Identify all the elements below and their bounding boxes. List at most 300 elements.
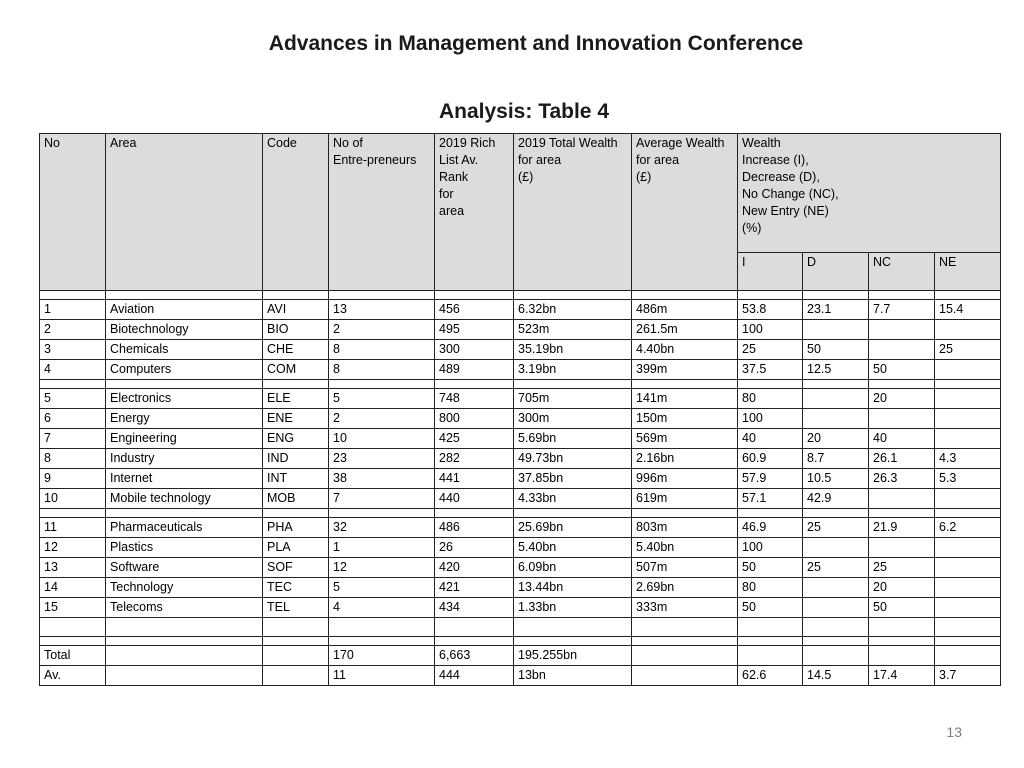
cell-no-change — [869, 409, 935, 429]
cell-avg-wealth — [632, 646, 738, 666]
cell-no-change: 20 — [869, 389, 935, 409]
spacer-cell — [514, 291, 632, 300]
cell-no-change: 17.4 — [869, 666, 935, 686]
cell-no: 10 — [40, 489, 106, 509]
cell-no-change — [869, 320, 935, 340]
table-row — [40, 578, 1001, 598]
cell-code: AVI — [263, 300, 329, 320]
cell-area: Internet — [106, 469, 263, 489]
cell-decrease — [803, 578, 869, 598]
spacer-cell — [738, 291, 803, 300]
cell-area: Aviation — [106, 300, 263, 320]
header-line: area — [439, 204, 465, 218]
cell-entrepreneurs: 8 — [329, 340, 435, 360]
cell-decrease: 10.5 — [803, 469, 869, 489]
cell-rank: 6,663 — [435, 646, 514, 666]
cell-area: Software — [106, 558, 263, 578]
cell-increase: 50 — [738, 598, 803, 618]
header-line: (£) — [518, 170, 534, 184]
header-line: Decrease (D), — [742, 170, 820, 184]
header-area: Area — [106, 134, 263, 291]
cell-total-wealth: 4.33bn — [514, 489, 632, 509]
cell-no: Av. — [40, 666, 106, 686]
cell-entrepreneurs: 8 — [329, 360, 435, 380]
table-row — [40, 618, 1001, 637]
cell-new-entry — [935, 389, 1001, 409]
cell-no-change — [869, 646, 935, 666]
table-row — [40, 538, 1001, 558]
cell-avg-wealth: 333m — [632, 598, 738, 618]
subheader-no-change: NC — [869, 253, 935, 291]
cell-total-wealth: 195.255bn — [514, 646, 632, 666]
cell-area: Technology — [106, 578, 263, 598]
cell-rank: 444 — [435, 666, 514, 686]
cell-new-entry — [935, 578, 1001, 598]
cell-avg-wealth — [632, 666, 738, 686]
cell-rank: 440 — [435, 489, 514, 509]
spacer-cell — [40, 291, 106, 300]
cell-increase: 80 — [738, 389, 803, 409]
spacer-cell — [263, 637, 329, 646]
header-line: Increase (I), — [742, 153, 809, 167]
table-row — [40, 409, 1001, 429]
cell-rank: 486 — [435, 518, 514, 538]
cell-increase: 62.6 — [738, 666, 803, 686]
cell-entrepreneurs: 11 — [329, 666, 435, 686]
cell-total-wealth: 25.69bn — [514, 518, 632, 538]
cell-total-wealth: 13bn — [514, 666, 632, 686]
cell-rank: 421 — [435, 578, 514, 598]
cell-entrepreneurs: 12 — [329, 558, 435, 578]
cell-no: 8 — [40, 449, 106, 469]
cell-decrease: 23.1 — [803, 300, 869, 320]
subheader-decrease: D — [803, 253, 869, 291]
header-line: No of — [333, 136, 363, 150]
header-rank — [435, 134, 514, 291]
cell-no: 9 — [40, 469, 106, 489]
cell-decrease: 25 — [803, 558, 869, 578]
spacer-cell — [435, 637, 514, 646]
cell-avg-wealth: 141m — [632, 389, 738, 409]
cell-total-wealth: 5.69bn — [514, 429, 632, 449]
spacer-cell — [869, 637, 935, 646]
cell-code: MOB — [263, 489, 329, 509]
cell-no-change: 26.3 — [869, 469, 935, 489]
table-row — [40, 558, 1001, 578]
cell-no: 11 — [40, 518, 106, 538]
cell-increase: 100 — [738, 320, 803, 340]
group-spacer — [40, 291, 1001, 300]
spacer-cell — [803, 291, 869, 300]
cell-entrepreneurs: 2 — [329, 320, 435, 340]
cell-code: ELE — [263, 389, 329, 409]
spacer-cell — [514, 509, 632, 518]
subheader-increase: I — [738, 253, 803, 291]
cell-area: Industry — [106, 449, 263, 469]
cell-increase: 57.9 — [738, 469, 803, 489]
cell-total-wealth: 300m — [514, 409, 632, 429]
cell-code — [263, 618, 329, 637]
cell-avg-wealth: 261.5m — [632, 320, 738, 340]
spacer-cell — [514, 380, 632, 389]
spacer-cell — [632, 509, 738, 518]
table-row — [40, 300, 1001, 320]
cell-new-entry: 6.2 — [935, 518, 1001, 538]
cell-code: TEL — [263, 598, 329, 618]
cell-rank: 441 — [435, 469, 514, 489]
cell-no: 5 — [40, 389, 106, 409]
cell-avg-wealth: 2.16bn — [632, 449, 738, 469]
spacer-cell — [435, 380, 514, 389]
cell-no: 13 — [40, 558, 106, 578]
cell-total-wealth: 13.44bn — [514, 578, 632, 598]
cell-increase — [738, 618, 803, 637]
cell-no: 14 — [40, 578, 106, 598]
cell-increase: 80 — [738, 578, 803, 598]
cell-entrepreneurs: 32 — [329, 518, 435, 538]
cell-code: SOF — [263, 558, 329, 578]
cell-new-entry: 5.3 — [935, 469, 1001, 489]
cell-total-wealth: 6.09bn — [514, 558, 632, 578]
cell-avg-wealth: 399m — [632, 360, 738, 380]
cell-avg-wealth: 4.40bn — [632, 340, 738, 360]
cell-new-entry — [935, 320, 1001, 340]
cell-area — [106, 666, 263, 686]
cell-code: BIO — [263, 320, 329, 340]
table-row — [40, 489, 1001, 509]
table-row — [40, 646, 1001, 666]
cell-rank: 800 — [435, 409, 514, 429]
spacer-cell — [106, 380, 263, 389]
cell-new-entry: 25 — [935, 340, 1001, 360]
spacer-cell — [738, 509, 803, 518]
spacer-cell — [106, 637, 263, 646]
spacer-cell — [106, 509, 263, 518]
cell-total-wealth: 6.32bn — [514, 300, 632, 320]
spacer-cell — [435, 509, 514, 518]
cell-entrepreneurs: 10 — [329, 429, 435, 449]
cell-no — [40, 618, 106, 637]
spacer-cell — [329, 637, 435, 646]
header-line: No Change (NC), — [742, 187, 839, 201]
cell-entrepreneurs: 23 — [329, 449, 435, 469]
header-line: 2019 Total Wealth — [518, 136, 618, 150]
cell-new-entry — [935, 598, 1001, 618]
cell-rank: 489 — [435, 360, 514, 380]
cell-increase: 100 — [738, 538, 803, 558]
cell-no: 4 — [40, 360, 106, 380]
cell-area: Engineering — [106, 429, 263, 449]
header-line: for area — [636, 153, 680, 167]
spacer-cell — [935, 380, 1001, 389]
cell-increase: 37.5 — [738, 360, 803, 380]
table-row — [40, 469, 1001, 489]
header-line: Wealth — [742, 136, 781, 150]
table-row — [40, 598, 1001, 618]
cell-total-wealth: 35.19bn — [514, 340, 632, 360]
cell-no-change — [869, 618, 935, 637]
cell-new-entry — [935, 409, 1001, 429]
subheader-new-entry: NE — [935, 253, 1001, 291]
cell-area: Energy — [106, 409, 263, 429]
cell-decrease — [803, 538, 869, 558]
spacer-cell — [632, 380, 738, 389]
cell-total-wealth — [514, 618, 632, 637]
cell-no: 3 — [40, 340, 106, 360]
cell-entrepreneurs: 4 — [329, 598, 435, 618]
spacer-cell — [40, 637, 106, 646]
cell-rank — [435, 618, 514, 637]
group-spacer — [40, 380, 1001, 389]
header-line: Average Wealth — [636, 136, 725, 150]
cell-avg-wealth: 2.69bn — [632, 578, 738, 598]
cell-rank: 495 — [435, 320, 514, 340]
cell-avg-wealth: 996m — [632, 469, 738, 489]
cell-increase: 50 — [738, 558, 803, 578]
header-line: for area — [518, 153, 562, 167]
spacer-cell — [935, 509, 1001, 518]
cell-rank: 300 — [435, 340, 514, 360]
cell-new-entry — [935, 489, 1001, 509]
cell-total-wealth: 1.33bn — [514, 598, 632, 618]
spacer-cell — [803, 509, 869, 518]
spacer-cell — [803, 380, 869, 389]
cell-entrepreneurs: 5 — [329, 578, 435, 598]
spacer-cell — [263, 291, 329, 300]
header-line: for — [439, 187, 454, 201]
cell-increase: 46.9 — [738, 518, 803, 538]
cell-total-wealth: 37.85bn — [514, 469, 632, 489]
spacer-cell — [632, 291, 738, 300]
cell-no: 7 — [40, 429, 106, 449]
cell-code — [263, 646, 329, 666]
cell-avg-wealth: 507m — [632, 558, 738, 578]
header-line: New Entry (NE) — [742, 204, 829, 218]
spacer-cell — [514, 637, 632, 646]
cell-avg-wealth: 619m — [632, 489, 738, 509]
cell-decrease: 25 — [803, 518, 869, 538]
cell-no-change: 21.9 — [869, 518, 935, 538]
cell-no-change — [869, 489, 935, 509]
table-row — [40, 429, 1001, 449]
cell-increase: 53.8 — [738, 300, 803, 320]
table-title: Analysis: Table 4 — [438, 100, 609, 123]
cell-rank: 748 — [435, 389, 514, 409]
cell-rank: 425 — [435, 429, 514, 449]
cell-decrease: 20 — [803, 429, 869, 449]
header-line: (%) — [742, 221, 762, 235]
cell-entrepreneurs — [329, 618, 435, 637]
cell-no: 15 — [40, 598, 106, 618]
cell-increase: 25 — [738, 340, 803, 360]
cell-code: TEC — [263, 578, 329, 598]
cell-no: Total — [40, 646, 106, 666]
table-row — [40, 360, 1001, 380]
table-row — [40, 518, 1001, 538]
header-row — [40, 134, 1001, 253]
header-avg-wealth — [632, 134, 738, 291]
spacer-cell — [263, 380, 329, 389]
cell-decrease: 12.5 — [803, 360, 869, 380]
cell-no-change: 40 — [869, 429, 935, 449]
cell-new-entry — [935, 538, 1001, 558]
spacer-cell — [935, 637, 1001, 646]
spacer-cell — [329, 380, 435, 389]
table-row — [40, 389, 1001, 409]
cell-entrepreneurs: 13 — [329, 300, 435, 320]
header-no: No — [40, 134, 106, 291]
cell-area: Telecoms — [106, 598, 263, 618]
cell-entrepreneurs: 7 — [329, 489, 435, 509]
cell-avg-wealth: 803m — [632, 518, 738, 538]
cell-rank: 26 — [435, 538, 514, 558]
cell-no-change — [869, 538, 935, 558]
cell-total-wealth: 3.19bn — [514, 360, 632, 380]
cell-entrepreneurs: 2 — [329, 409, 435, 429]
cell-code: ENG — [263, 429, 329, 449]
cell-increase: 57.1 — [738, 489, 803, 509]
table-row — [40, 320, 1001, 340]
cell-increase: 40 — [738, 429, 803, 449]
cell-new-entry — [935, 646, 1001, 666]
cell-avg-wealth: 569m — [632, 429, 738, 449]
cell-decrease — [803, 618, 869, 637]
cell-rank: 456 — [435, 300, 514, 320]
cell-total-wealth: 5.40bn — [514, 538, 632, 558]
cell-code: CHE — [263, 340, 329, 360]
spacer-cell — [738, 380, 803, 389]
cell-area: Plastics — [106, 538, 263, 558]
spacer-cell — [40, 509, 106, 518]
header-line: Rank — [439, 170, 469, 184]
cell-increase: 100 — [738, 409, 803, 429]
header-wealth-change — [738, 134, 1001, 253]
cell-code: IND — [263, 449, 329, 469]
cell-code — [263, 666, 329, 686]
cell-area: Biotechnology — [106, 320, 263, 340]
cell-code: COM — [263, 360, 329, 380]
spacer-cell — [869, 509, 935, 518]
cell-decrease — [803, 598, 869, 618]
cell-no-change: 50 — [869, 598, 935, 618]
cell-code: INT — [263, 469, 329, 489]
cell-rank: 420 — [435, 558, 514, 578]
cell-no-change: 25 — [869, 558, 935, 578]
cell-new-entry — [935, 558, 1001, 578]
spacer-cell — [869, 291, 935, 300]
cell-total-wealth: 523m — [514, 320, 632, 340]
cell-avg-wealth: 150m — [632, 409, 738, 429]
cell-new-entry — [935, 360, 1001, 380]
cell-new-entry — [935, 429, 1001, 449]
cell-area — [106, 646, 263, 666]
cell-avg-wealth: 5.40bn — [632, 538, 738, 558]
cell-code: PHA — [263, 518, 329, 538]
cell-entrepreneurs: 38 — [329, 469, 435, 489]
cell-rank: 434 — [435, 598, 514, 618]
spacer-cell — [738, 637, 803, 646]
spacer-cell — [435, 291, 514, 300]
cell-code: ENE — [263, 409, 329, 429]
cell-area: Pharmaceuticals — [106, 518, 263, 538]
cell-area: Mobile technology — [106, 489, 263, 509]
cell-no: 2 — [40, 320, 106, 340]
cell-no: 12 — [40, 538, 106, 558]
cell-total-wealth: 705m — [514, 389, 632, 409]
table-row — [40, 449, 1001, 469]
cell-no: 1 — [40, 300, 106, 320]
cell-no: 6 — [40, 409, 106, 429]
cell-increase — [738, 646, 803, 666]
cell-no-change — [869, 340, 935, 360]
cell-new-entry: 15.4 — [935, 300, 1001, 320]
cell-no-change: 50 — [869, 360, 935, 380]
cell-total-wealth: 49.73bn — [514, 449, 632, 469]
cell-no-change: 26.1 — [869, 449, 935, 469]
spacer-cell — [40, 380, 106, 389]
cell-new-entry: 4.3 — [935, 449, 1001, 469]
page-title: Advances in Management and Innovation Conference — [268, 32, 804, 55]
cell-area: Computers — [106, 360, 263, 380]
cell-entrepreneurs: 170 — [329, 646, 435, 666]
cell-decrease — [803, 409, 869, 429]
cell-new-entry: 3.7 — [935, 666, 1001, 686]
cell-area: Electronics — [106, 389, 263, 409]
header-code: Code — [263, 134, 329, 291]
cell-new-entry — [935, 618, 1001, 637]
header-line: List Av. — [439, 153, 479, 167]
header-total-wealth — [514, 134, 632, 291]
cell-entrepreneurs: 1 — [329, 538, 435, 558]
cell-decrease — [803, 389, 869, 409]
group-spacer — [40, 509, 1001, 518]
cell-rank: 282 — [435, 449, 514, 469]
cell-entrepreneurs: 5 — [329, 389, 435, 409]
cell-avg-wealth: 486m — [632, 300, 738, 320]
table-row — [40, 666, 1001, 686]
cell-no-change: 7.7 — [869, 300, 935, 320]
header-line: 2019 Rich — [439, 136, 496, 150]
cell-code: PLA — [263, 538, 329, 558]
table-row — [40, 340, 1001, 360]
spacer-cell — [106, 291, 263, 300]
spacer-cell — [329, 509, 435, 518]
spacer-cell — [935, 291, 1001, 300]
spacer-cell — [632, 637, 738, 646]
cell-decrease: 50 — [803, 340, 869, 360]
cell-decrease — [803, 646, 869, 666]
spacer-cell — [263, 509, 329, 518]
cell-avg-wealth — [632, 618, 738, 637]
cell-increase: 60.9 — [738, 449, 803, 469]
spacer-cell — [329, 291, 435, 300]
header-line: Entre-preneurs — [333, 153, 417, 167]
cell-decrease: 42.9 — [803, 489, 869, 509]
cell-area: Chemicals — [106, 340, 263, 360]
cell-decrease — [803, 320, 869, 340]
header-entrepreneurs — [329, 134, 435, 291]
spacer-cell — [803, 637, 869, 646]
cell-decrease: 14.5 — [803, 666, 869, 686]
page-number: 13 — [946, 724, 962, 740]
header-line: (£) — [636, 170, 652, 184]
cell-no-change: 20 — [869, 578, 935, 598]
group-spacer — [40, 637, 1001, 646]
spacer-cell — [869, 380, 935, 389]
analysis-table — [39, 133, 1001, 686]
cell-area — [106, 618, 263, 637]
cell-decrease: 8.7 — [803, 449, 869, 469]
